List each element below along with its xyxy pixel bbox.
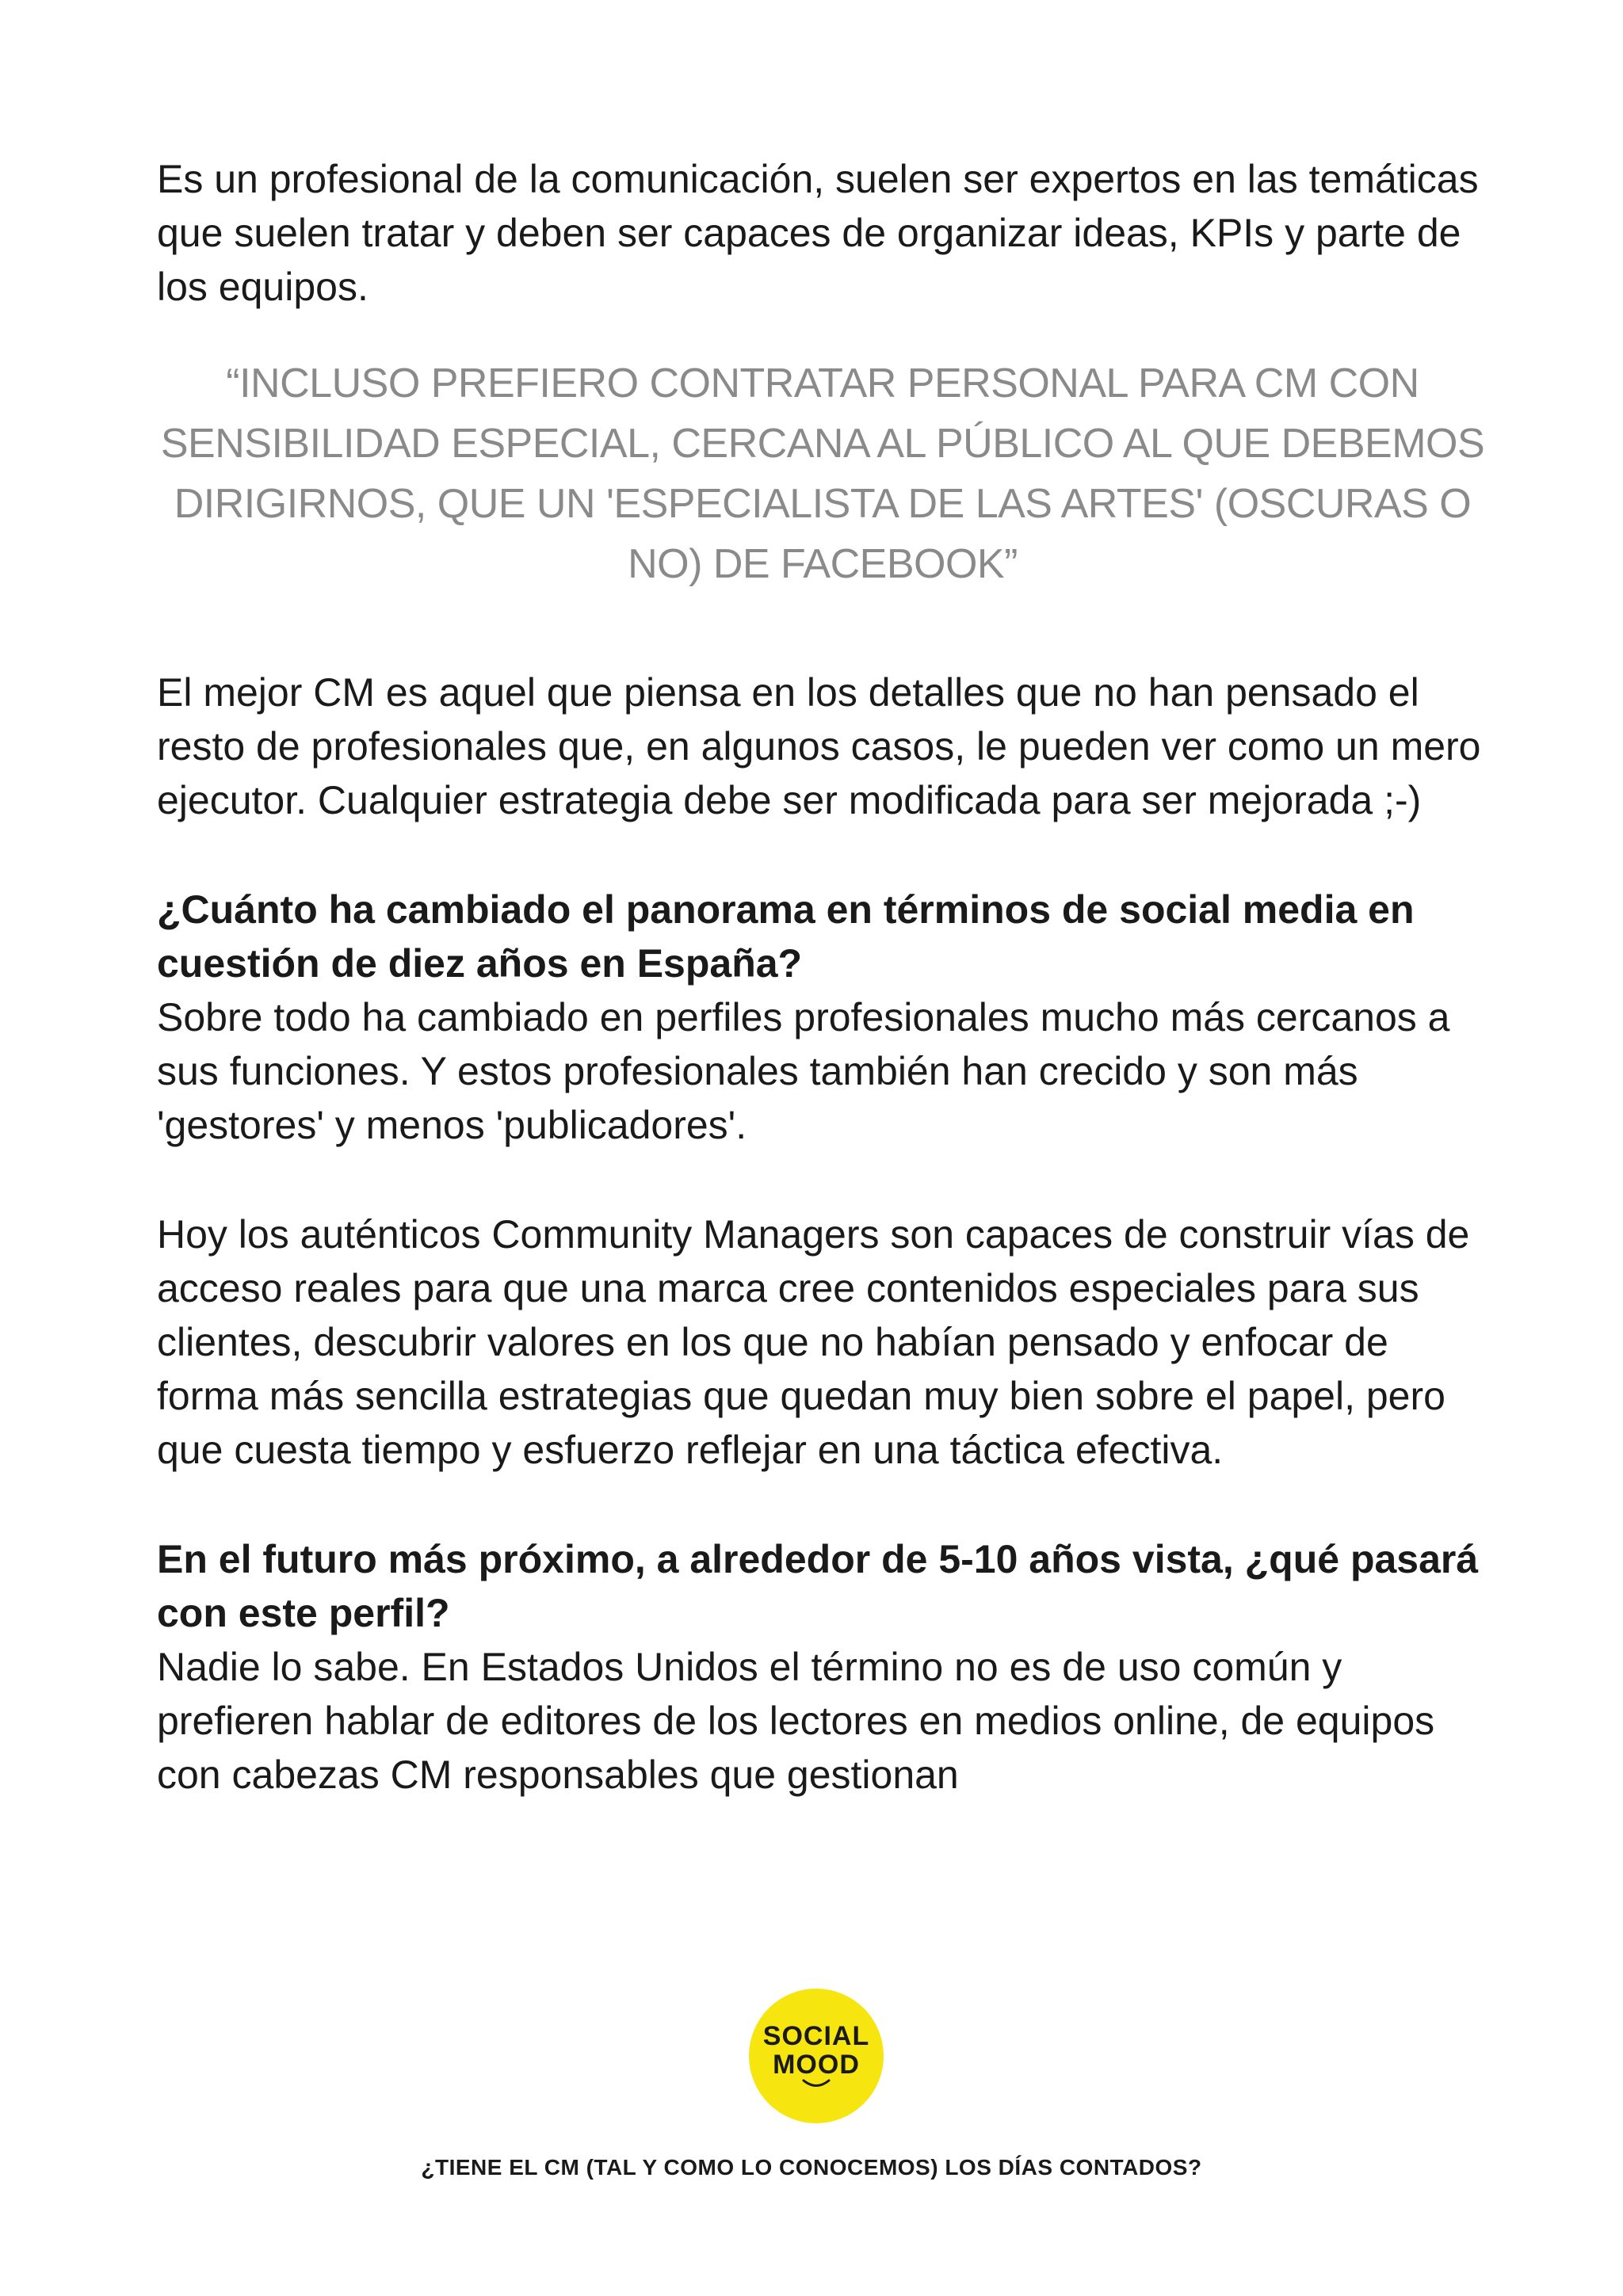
question-heading: En el futuro más próximo, a alrededor de 5-10 años vista, ¿qué pasará con este perfil? bbox=[157, 1537, 1479, 1635]
social-mood-logo bbox=[749, 1989, 884, 2123]
qa-block-1 bbox=[157, 883, 1488, 1152]
pull-quote: “INCLUSO PREFIERO CONTRATAR PERSONAL PARA CM CON SENSIBILIDAD ESPECIAL, CERCANA AL PÚBLICO AL QUE DEBEMOS DIRIGIRNOS, QUE UN 'ESPECIALISTA DE LAS ARTES' (OSCURAS O NO) DE FACEBOOK” bbox=[160, 360, 1485, 587]
footer-title: ¿TIENE EL CM (TAL Y COMO LO CONOCEMOS) LOS DÍAS CONTADOS? bbox=[421, 2155, 1202, 2180]
logo-text-social: SOCIAL bbox=[762, 2021, 870, 2051]
logo-text-mood: MOOD bbox=[773, 2050, 860, 2080]
paragraph-community-managers: Hoy los auténticos Community Managers son capaces de construir vías de acceso reales para que una marca cree contenidos especiales para sus clientes, descubrir valores en los que no habían pensado y enfocar de forma más sencilla estrategias que quedan muy bien sobre el papel, pero que cuesta tiempo y esfuerzo reflejar en una táctica efectiva. bbox=[157, 1212, 1470, 1472]
question-heading: ¿Cuánto ha cambiado el panorama en términos de social media en cuestión de diez años en España? bbox=[157, 887, 1415, 986]
answer-paragraph: Nadie lo sabe. En Estados Unidos el término no es de uso común y prefieren hablar de editores de los lectores en medios online, de equipos con cabezas CM responsables que gestionan bbox=[157, 1645, 1435, 1797]
article-body bbox=[157, 152, 1488, 1802]
answer-paragraph: Sobre todo ha cambiado en perfiles profesionales mucho más cercanos a sus funciones. Y estos profesionales también han crecido y son más 'gestores' y menos 'publicadores'. bbox=[157, 995, 1450, 1147]
smile-icon bbox=[800, 2078, 832, 2089]
paragraph-best-cm: El mejor CM es aquel que piensa en los detalles que no han pensado el resto de profesionales que, en algunos casos, le pueden ver como un mero ejecutor. Cualquier estrategia debe ser modificada para ser mejorada ;-) bbox=[157, 670, 1481, 822]
paragraph-intro: Es un profesional de la comunicación, suelen ser expertos en las temáticas que suelen tratar y deben ser capaces de organizar ideas, KPIs y parte de los equipos. bbox=[157, 157, 1479, 309]
qa-block-2 bbox=[157, 1532, 1488, 1802]
